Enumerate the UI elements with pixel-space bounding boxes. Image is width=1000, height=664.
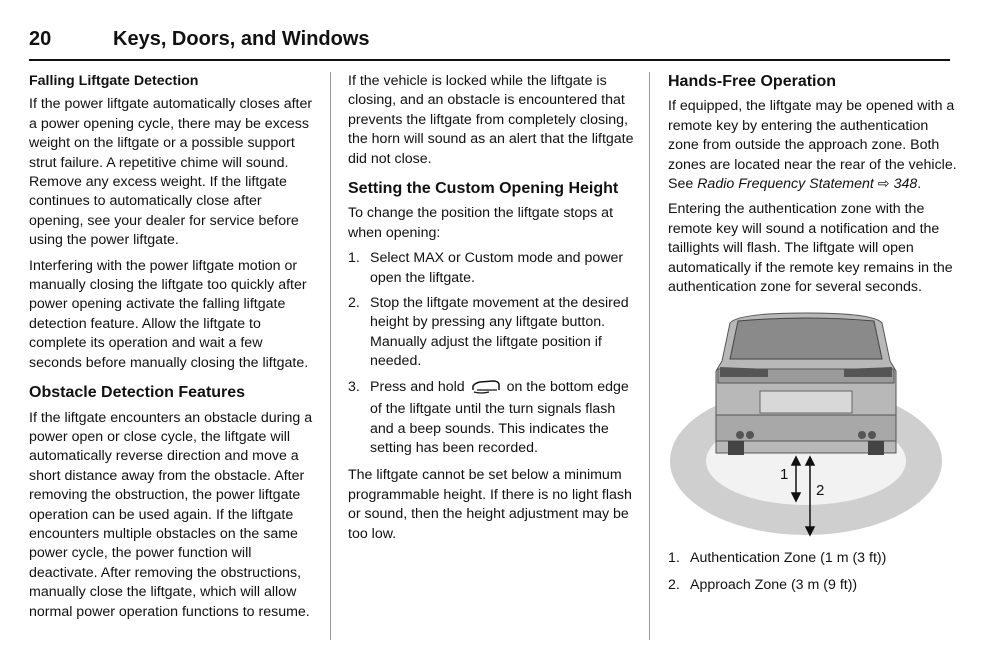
column-2: [348, 72, 638, 550]
column-divider: [330, 72, 331, 640]
zone-label-2: 2: [816, 482, 825, 500]
step-number: 1.: [348, 250, 360, 267]
vehicle-rear-image: [716, 313, 896, 455]
locked-paragraph: If the vehicle is locked while the liftgate is closing, and an obstacle is encountered that prevents the liftgate from completely closing, the horn will sound as an alert that the liftgate did not close.: [348, 73, 634, 167]
zone-label-1: 1: [780, 466, 789, 484]
column-1: [29, 72, 319, 628]
obstacle-detection-heading: Obstacle Detection Features: [29, 384, 246, 402]
hands-free-paragraph-1: If equipped, the liftgate may be opened with a remote key by entering the authentication zone from outside the approach zone. Both zones are located near the rear of the vehicle. See Radio Frequency Statement ⇨ 348.: [668, 98, 957, 193]
page-number: 20: [29, 28, 52, 50]
caption-text: Approach Zone (3 m (9 ft)): [690, 576, 858, 593]
list-item: [668, 549, 958, 568]
falling-paragraph-2: Interfering with the power liftgate motion or manually closing the liftgate too quickly after power opening activate the falling liftgate detection feature. Allow the liftgate to complete its operation and wait a few seconds before manually closing the liftgate.: [29, 257, 309, 371]
hands-free-paragraph-2: Entering the authentication zone with the remote key will sound a notification and the taillights will flash. The liftgate will open automatically if the remote key remains in the authentication zone for several seconds.: [668, 201, 953, 296]
page-ref-icon: ⇨: [873, 176, 894, 193]
custom-height-heading: Setting the Custom Opening Height: [348, 180, 619, 198]
obstacle-paragraph: If the liftgate encounters an obstacle during a power open or close cycle, the liftgate will automatically reverse direction and move a short distance away from the obstacle. After removing the obstruction, the power liftgate operation can be used again. If the liftgate encounters multiple obstacles on the same power cycle, the power function will deactivate. After removing the obstructions, manually close the liftgate, which will allow normal power operation functions to resume.: [29, 409, 313, 620]
page-reference: 348: [893, 176, 918, 193]
step-text: Stop the liftgate movement at the desired height by pressing any liftgate button. Manually adjust the liftgate position if needed.: [370, 295, 629, 370]
hands-free-heading: Hands-Free Operation: [668, 73, 837, 90]
step-number: 2.: [348, 295, 360, 312]
cross-reference-link[interactable]: Radio Frequency Statement: [697, 176, 874, 193]
caption-number: 2.: [668, 576, 680, 593]
step-text: Select MAX or Custom mode and power open the liftgate.: [370, 250, 624, 286]
column-3: [668, 72, 958, 602]
figure-captions: [668, 549, 958, 595]
step-text-before: Press and hold: [370, 378, 465, 395]
caption-number: 1.: [668, 550, 680, 567]
custom-intro: To change the position the liftgate stops at when opening:: [348, 205, 614, 241]
caption-text: Authentication Zone (1 m (3 ft)): [690, 550, 887, 567]
steps-list: [348, 249, 638, 458]
list-item: [668, 576, 958, 595]
liftgate-icon: [471, 378, 501, 400]
list-item: [348, 294, 638, 372]
step-number: 3.: [348, 378, 360, 395]
zone-illustration: [668, 311, 948, 539]
step-text-after: on the bottom edge of the liftgate until the turn signals flash and a beep sounds. This indicates the setting has been recorded.: [370, 378, 629, 456]
falling-paragraph-1: If the power liftgate automatically closes after a power opening cycle, there may be excess weight on the liftgate or a possible support strut failure. A repetitive chime will sound. Remove any excess weight. If the liftgate continues to automatically close after opening, see your dealer for service before using the power liftgate.: [29, 96, 313, 249]
list-item: [348, 249, 638, 288]
chapter-title: Keys, Doors, and Windows: [113, 28, 370, 50]
page-header: [29, 26, 950, 61]
list-item: [348, 378, 638, 459]
min-height-paragraph: The liftgate cannot be set below a minimum programmable height. If there is no light flash or sound, then the height adjustment may be too low.: [348, 467, 632, 542]
falling-liftgate-heading: Falling Liftgate Detection: [29, 73, 199, 89]
column-divider: [649, 72, 650, 640]
